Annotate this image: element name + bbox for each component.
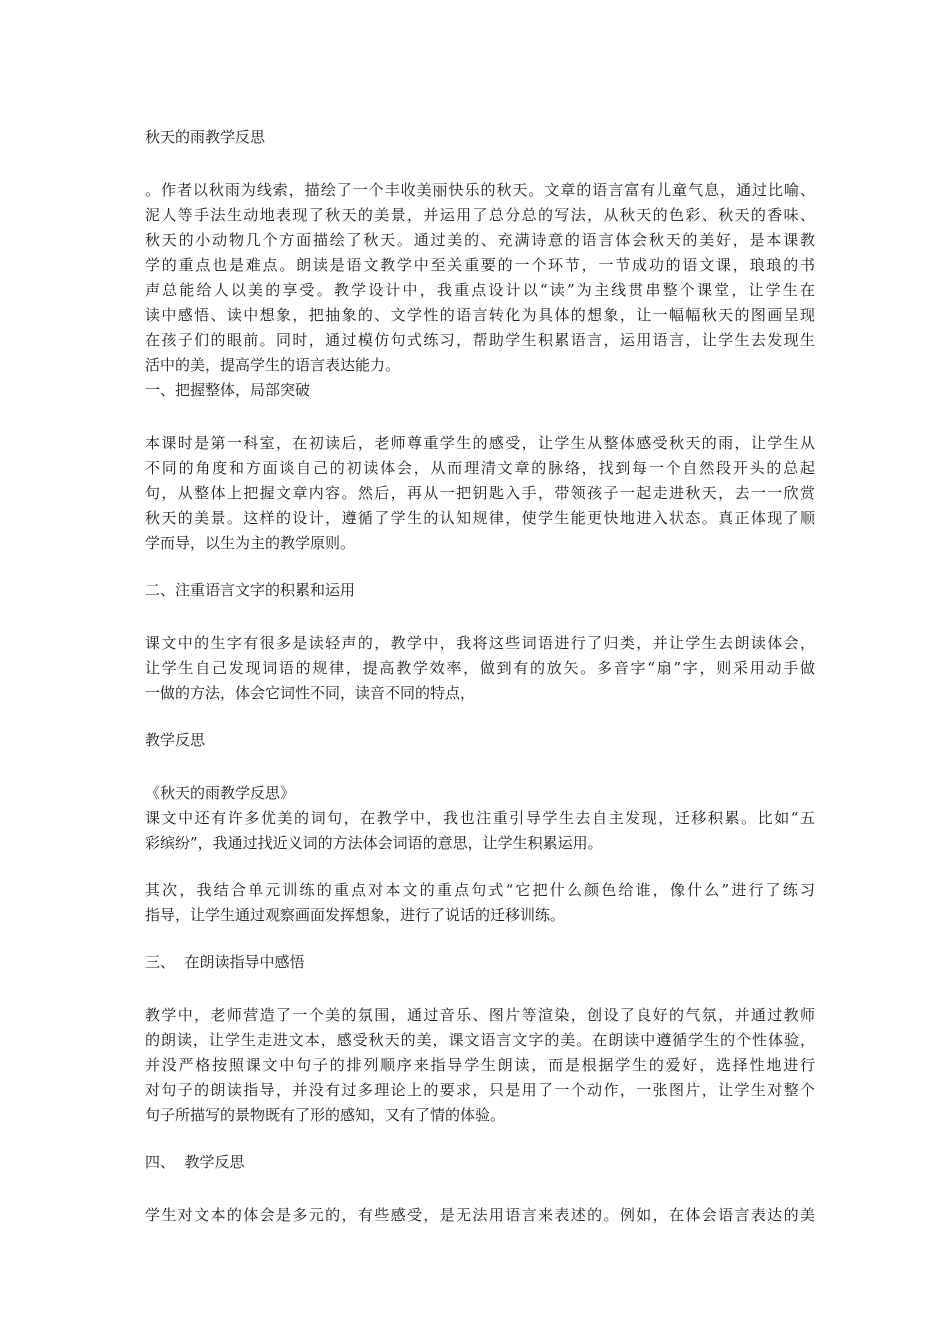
reflection-label: 教学反思 (145, 731, 206, 749)
para1-line: 句，从整体上把握文章内容。然后，再从一把钥匙入手，带领孩子一起走进秋天，去一一欣赏 (145, 484, 815, 502)
intro-line: 泥人等手法生动地表现了秋天的美景，并运用了总分总的写法，从秋天的色彩、秋天的香味、 (145, 206, 815, 224)
section-heading-3: 三、 在朗读指导中感悟 (145, 953, 305, 971)
para2-line: 一做的方法，体会它词性不同，读音不同的特点， (145, 684, 476, 702)
intro-line: 。作者以秋雨为线索，描绘了一个丰收美丽快乐的秋天。文章的语言富有儿童气息，通过比喻、 (145, 181, 815, 199)
section-heading-2: 二、注重语言文字的积累和运用 (145, 581, 356, 599)
para5-line: 句子所描写的景物既有了形的感知，又有了情的体验。 (145, 1106, 506, 1124)
para1-line: 学而导，以生为主的教学原则。 (145, 534, 356, 552)
document-title: 秋天的雨教学反思 (145, 128, 266, 146)
para1-line: 本课时是第一科室，在初读后，老师尊重学生的感受，让学生从整体感受秋天的雨，让学生从 (145, 434, 815, 452)
para3-line: 彩缤纷”，我通过找近义词的方法体会词语的意思，让学生积累运用。 (145, 834, 603, 852)
para5-line: 对句子的朗读指导，并没有过多理论上的要求，只是用了一个动作，一张图片，让学生对整个 (145, 1081, 815, 1099)
para1-line: 秋天的美景。这样的设计，遵循了学生的认知规律，使学生能更快地进入状态。真正体现了顺 (145, 509, 815, 527)
para4-line: 其次，我结合单元训练的重点对本文的重点句式“它把什么颜色给谁，像什么”进行了练习 (145, 881, 815, 899)
para6-line: 学生对文本的体会是多元的，有些感受，是无法用语言来表述的。例如，在体会语言表达的美 (145, 1206, 815, 1224)
intro-line: 声总能给人以美的享受。教学设计中，我重点设计以“读”为主线贯串整个课堂，让学生在 (145, 281, 815, 299)
intro-line: 读中感悟、读中想象，把抽象的、文学性的语言转化为具体的想象，让一幅幅秋天的图画呈现 (145, 306, 815, 324)
intro-line: 秋天的小动物几个方面描绘了秋天。通过美的、充满诗意的语言体会秋天的美好，是本课教 (145, 231, 815, 249)
intro-line: 活中的美，提高学生的语言表达能力。 (145, 356, 401, 374)
para1-line: 不同的角度和方面谈自己的初读体会，从而理清文章的脉络，找到每一个自然段开头的总起 (145, 459, 815, 477)
book-title: 《秋天的雨教学反思》 (145, 784, 296, 802)
para3-line: 课文中还有许多优美的词句，在教学中，我也注重引导学生去自主发现，迁移积累。比如“五 (145, 809, 815, 827)
section-heading-1: 一、把握整体，局部突破 (145, 381, 311, 399)
para2-line: 课文中的生字有很多是读轻声的，教学中，我将这些词语进行了归类，并让学生去朗读体会， (145, 634, 815, 652)
para5-line: 教学中，老师营造了一个美的氛围，通过音乐、图片等渲染，创设了良好的气氛，并通过教师 (145, 1006, 815, 1024)
para4-line: 指导，让学生通过观察画面发挥想象，进行了说话的迁移训练。 (145, 906, 566, 924)
intro-line: 学的重点也是难点。朗读是语文教学中至关重要的一个环节，一节成功的语文课，琅琅的书 (145, 256, 815, 274)
intro-line: 在孩子们的眼前。同时，通过模仿句式练习，帮助学生积累语言，运用语言，让学生去发现生 (145, 331, 815, 349)
para5-line: 并没严格按照课文中句子的排列顺序来指导学生朗读，而是根据学生的爱好，选择性地进行 (145, 1056, 815, 1074)
para5-line: 的朗读，让学生走进文本，感受秋天的美，课文语言文字的美。在朗读中遵循学生的个性体验， (145, 1031, 815, 1049)
para2-line: 让学生自己发现词语的规律，提高教学效率，做到有的放矢。多音字“扇”字，则采用动手做 (145, 659, 815, 677)
section-heading-4: 四、 教学反思 (145, 1153, 245, 1171)
